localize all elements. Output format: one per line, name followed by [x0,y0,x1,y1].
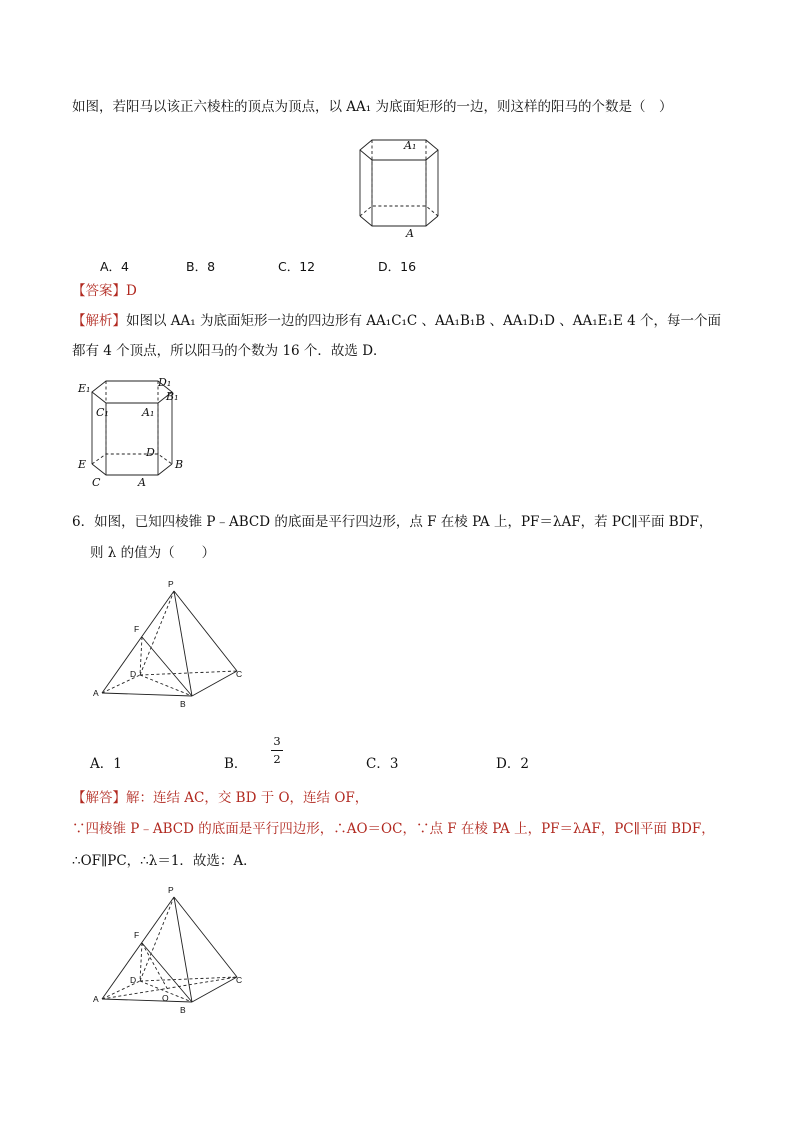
q5-stem: 如图，若阳马以该正六棱柱的顶点为顶点，以 AA₁ 为底面矩形的一边，则这样的阳马的个数是（ ） [72,99,673,115]
q6-solution-line2: ∵四棱锥 P﹣ABCD 的底面是平行四边形，∴AO＝OC，∵点 F 在棱 PA 上，PF＝λAF，PC∥平面 BDF， [72,821,715,837]
q6-option-b-prefix: B． [224,756,248,772]
label-a: A [406,227,414,240]
q5-answer [72,281,137,301]
q6-option-b-fraction [271,733,283,767]
q5-option-d: D．16 [378,259,417,274]
q5-option-b: B．8 [186,259,216,274]
label-b2: B [180,1005,186,1015]
fraction-denominator: 2 [271,750,283,767]
label-d: D [146,446,155,459]
label-b: B [175,458,184,471]
label-b1: B₁ [166,390,179,403]
q6-solution-line1 [72,788,368,808]
analysis-tag: 【解析】 [72,313,126,329]
q6-option-d: D．2 [496,756,529,772]
label-a-pyr: A [93,688,99,698]
solution-text-1: 解：连结 AC，交 BD 于 O，连结 OF， [126,790,369,806]
pyramid-figure-with-o [92,884,252,1018]
label-a1: A₁ [404,139,417,152]
label-e1: E₁ [78,382,91,395]
label-o: O [162,993,169,1003]
label-f: F [134,624,140,634]
q6-option-c: C．3 [366,756,399,772]
solution-tag: 【解答】 [72,790,126,806]
q5-analysis-line2: 都有 4 个顶点，所以阳马的个数为 16 个．故选 D． [72,343,387,359]
label-c1: C₁ [96,406,109,419]
label-d-pyr: D [130,669,137,679]
fraction-numerator: 3 [273,734,281,748]
label-c2: C [236,975,243,985]
hex-prism-figure [350,133,450,243]
label-b-pyr: B [180,699,186,709]
pyramid-figure [92,578,252,710]
q6-stem-line1: 6．如图，已知四棱锥 P﹣ABCD 的底面是平行四边形，点 F 在棱 PA 上，PF＝λAF，若 PC∥平面 BDF， [72,514,713,530]
q6-stem-line2: 则 λ 的值为（ ） [90,545,216,561]
label-d2: D [130,975,137,985]
q6-solution-line3: ∴OF∥PC，∴λ＝1．故选：A． [72,853,257,869]
q6-option-a: A．1 [90,756,122,772]
label-d1: D₁ [158,376,172,389]
label-c-pyr: C [236,669,243,679]
q5-option-a: A．4 [100,259,130,274]
label-a1-b: A₁ [142,406,155,419]
label-a-b: A [138,476,146,489]
q5-option-c: C．12 [278,259,316,274]
label-c: C [92,476,101,489]
hex-prism-labeled-figure [72,376,192,492]
answer-value: D [126,283,137,299]
label-e: E [78,458,87,471]
answer-tag: 【答案】 [72,283,126,299]
label-a2: A [93,994,99,1004]
label-f2: F [134,930,140,940]
label-p: P [168,579,174,589]
analysis-text-1: 如图以 AA₁ 为底面矩形一边的四边形有 AA₁C₁C 、AA₁B₁B 、AA₁D₁D 、AA₁E₁E 4 个，每一个面 [126,313,721,329]
label-p2: P [168,885,174,895]
q5-analysis-line1 [72,311,721,331]
